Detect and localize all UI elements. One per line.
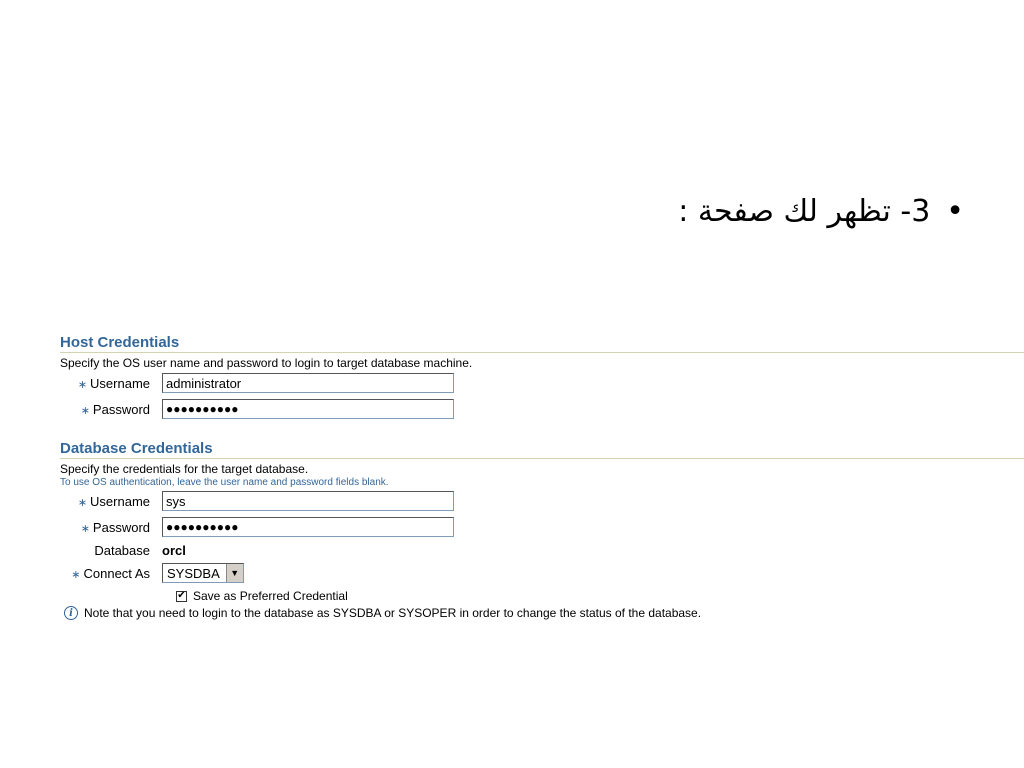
status-note [64,606,1024,620]
save-preferred-checkbox[interactable] [176,591,187,602]
database-row [60,540,1024,560]
host-username-input[interactable]: administrator [162,373,454,393]
required-marker-icon: ∗ [77,378,88,391]
checkbox-checked-icon: ✔ [177,590,186,601]
save-preferred-row [60,586,1024,606]
db-password-row [60,514,1024,540]
connect-as-selected-value: SYSDBA [167,565,220,581]
credentials-form [60,334,1024,620]
bullet-icon: • [946,194,964,229]
required-marker-icon: ∗ [80,404,90,417]
db-username-input[interactable]: sys [162,491,454,511]
database-credentials-hint: To use OS authentication, leave the user name and password fields blank. [60,477,389,488]
database-credentials-description: Specify the credentials for the target database. [60,462,309,476]
connect-as-select[interactable] [162,563,244,583]
connect-as-label: Connect As [83,565,150,581]
required-marker-icon: ∗ [80,522,90,535]
host-password-row [60,396,1024,422]
host-username-row [60,370,1024,396]
required-marker-icon: ∗ [71,568,81,581]
save-preferred-label: Save as Preferred Credential [193,589,348,603]
host-username-label: Username [90,375,150,391]
slide-bullet-line [678,190,964,234]
host-username-label-cell [60,376,162,391]
host-password-input[interactable]: ●●●●●●●●●● [162,399,454,419]
info-icon: i [64,606,78,620]
host-password-label-cell [60,402,162,417]
db-password-label-cell [60,520,162,535]
database-credentials-title: Database Credentials [60,440,1024,459]
host-password-label: Password [92,401,150,417]
db-username-row [60,488,1024,514]
host-credentials-title: Host Credentials [60,334,1024,353]
status-note-text: Note that you need to login to the database as SYSDBA or SYSOPER in order to change the status of the database. [84,606,702,620]
database-value: orcl [162,542,186,558]
db-password-label: Password [92,519,150,535]
database-label: Database [94,542,150,558]
db-username-label: Username [90,493,150,509]
db-username-label-cell [60,494,162,509]
connect-as-label-cell [60,566,162,581]
db-password-input[interactable]: ●●●●●●●●●● [162,517,454,537]
slide-heading-text: 3- تظهر لك صفحة : [678,194,931,229]
host-credentials-description: Specify the OS user name and password to login to target database machine. [60,356,473,370]
chevron-down-icon[interactable]: ▼ [226,564,243,582]
required-marker-icon: ∗ [77,496,88,509]
connect-as-row [60,560,1024,586]
